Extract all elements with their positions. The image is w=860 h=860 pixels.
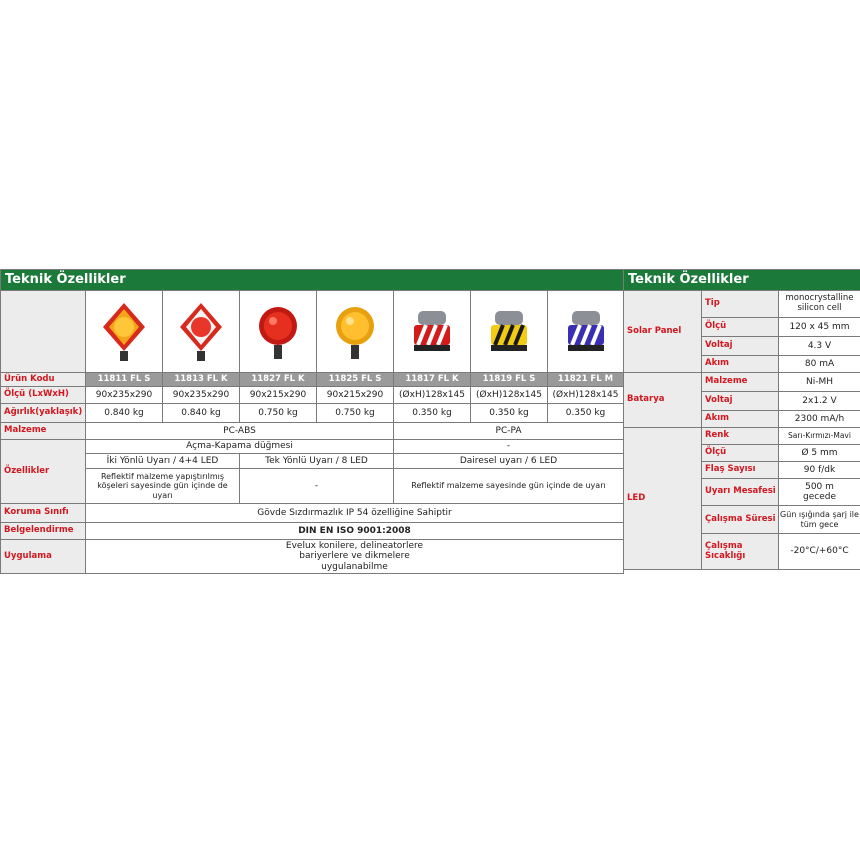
left-table-title: Teknik Özellikler (1, 270, 624, 291)
material-left: PC-ABS (86, 423, 394, 440)
product-image-1 (86, 291, 163, 373)
technical-specs-table (623, 269, 860, 570)
application-value: Evelux konilere, delineatorlere bariyerlere ve dikmelere uygulanabilme (86, 540, 624, 574)
red-round-lamp-icon (255, 301, 301, 363)
solar-type-label: Tip (702, 291, 779, 318)
right-table-title: Teknik Özellikler (624, 270, 860, 291)
feature-reflective-corners: Reflektif malzeme yapıştırılmış köşeleri sayesinde gün içinde de uyarı (86, 469, 240, 504)
feature-switch-left: Açma-Kapama düğmesi (86, 440, 394, 454)
product-code: 11821 FL M (548, 373, 624, 387)
feature-switch-right: - (394, 440, 624, 454)
solar-voltage-label: Voltaj (702, 337, 779, 356)
solar-voltage-value: 4.3 V (779, 337, 860, 356)
product-weight: 0.350 kg (471, 404, 548, 423)
product-image-6 (471, 291, 548, 373)
product-image-5 (394, 291, 471, 373)
product-size: 90x215x290 (317, 387, 394, 404)
solar-type-value: monocrystalline silicon cell (779, 291, 860, 318)
led-color-value: Sarı-Kırmızı-Mavi (779, 428, 860, 445)
application-label: Uygulama (1, 540, 86, 574)
product-size: 90x235x290 (86, 387, 163, 404)
solar-current-label: Akım (702, 356, 779, 373)
feature-reflective-material: Reflektif malzeme sayesinde gün içinde de uyarı (394, 469, 624, 504)
weight-label: Ağırlık(yaklaşık) (1, 404, 86, 423)
led-duration-label: Çalışma Süresi (702, 506, 779, 534)
led-size-label: Ölçü (702, 445, 779, 462)
product-code: 11817 FL K (394, 373, 471, 387)
solar-size-value: 120 x 45 mm (779, 318, 860, 337)
product-code: 11827 FL K (240, 373, 317, 387)
product-image-2 (163, 291, 240, 373)
led-distance-value: 500 m gecede (779, 479, 860, 506)
product-size: 90x215x290 (240, 387, 317, 404)
product-image-7 (548, 291, 624, 373)
product-code: 11819 FL S (471, 373, 548, 387)
features-label: Özellikler (1, 440, 86, 504)
led-temperature-label: Çalışma Sıcaklığı (702, 534, 779, 570)
product-weight: 0.350 kg (548, 404, 624, 423)
led-distance-label: Uyarı Mesafesi (702, 479, 779, 506)
feature-reflective-none: - (240, 469, 394, 504)
battery-group: Batarya (624, 373, 702, 428)
material-right: PC-PA (394, 423, 624, 440)
battery-material-value: Ni-MH (779, 373, 860, 392)
led-flash-value: 90 f/dk (779, 462, 860, 479)
led-group: LED (624, 428, 702, 570)
battery-current-value: 2300 mA/h (779, 411, 860, 428)
blue-stripe-cylinder-lamp-icon (564, 307, 608, 357)
product-weight: 0.750 kg (240, 404, 317, 423)
feature-led-circular: Dairesel uyarı / 6 LED (394, 454, 624, 469)
product-weight: 0.840 kg (163, 404, 240, 423)
led-duration-value: Gün ışığında şarj ile tüm gece (779, 506, 860, 534)
product-size: (ØxH)128x145 (548, 387, 624, 404)
size-label: Ölçü (LxWxH) (1, 387, 86, 404)
protection-label: Koruma Sınıfı (1, 504, 86, 523)
protection-value: Gövde Sızdırmazlık IP 54 özelliğine Sahiptir (86, 504, 624, 523)
yellow-stripe-cylinder-lamp-icon (487, 307, 531, 357)
battery-voltage-value: 2x1.2 V (779, 392, 860, 411)
feature-led-bidirectional: İki Yönlü Uyarı / 4+4 LED (86, 454, 240, 469)
product-image-3 (240, 291, 317, 373)
product-size: (ØxH)128x145 (471, 387, 548, 404)
red-stripe-cylinder-lamp-icon (410, 307, 454, 357)
certification-value: DIN EN ISO 9001:2008 (86, 523, 624, 540)
led-color-label: Renk (702, 428, 779, 445)
product-code: 11825 FL S (317, 373, 394, 387)
product-code: 11813 FL K (163, 373, 240, 387)
product-size: 90x235x290 (163, 387, 240, 404)
code-label: Ürün Kodu (1, 373, 86, 387)
battery-voltage-label: Voltaj (702, 392, 779, 411)
red-yellow-diamond-lamp-icon (101, 301, 147, 363)
product-weight: 0.750 kg (317, 404, 394, 423)
feature-led-unidirectional: Tek Yönlü Uyarı / 8 LED (240, 454, 394, 469)
product-table (0, 269, 624, 574)
solar-current-value: 80 mA (779, 356, 860, 373)
battery-material-label: Malzeme (702, 373, 779, 392)
product-size: (ØxH)128x145 (394, 387, 471, 404)
led-flash-label: Flaş Sayısı (702, 462, 779, 479)
solar-panel-group: Solar Panel (624, 291, 702, 373)
certification-label: Belgelendirme (1, 523, 86, 540)
product-weight: 0.350 kg (394, 404, 471, 423)
spec-sheet (0, 269, 860, 591)
led-size-value: Ø 5 mm (779, 445, 860, 462)
material-label: Malzeme (1, 423, 86, 440)
led-temperature-value: -20°C/+60°C (779, 534, 860, 570)
product-image-4 (317, 291, 394, 373)
solar-size-label: Ölçü (702, 318, 779, 337)
product-weight: 0.840 kg (86, 404, 163, 423)
image-row-label (1, 291, 86, 373)
product-code: 11811 FL S (86, 373, 163, 387)
red-white-diamond-lamp-icon (178, 301, 224, 363)
battery-current-label: Akım (702, 411, 779, 428)
yellow-round-lamp-icon (332, 301, 378, 363)
